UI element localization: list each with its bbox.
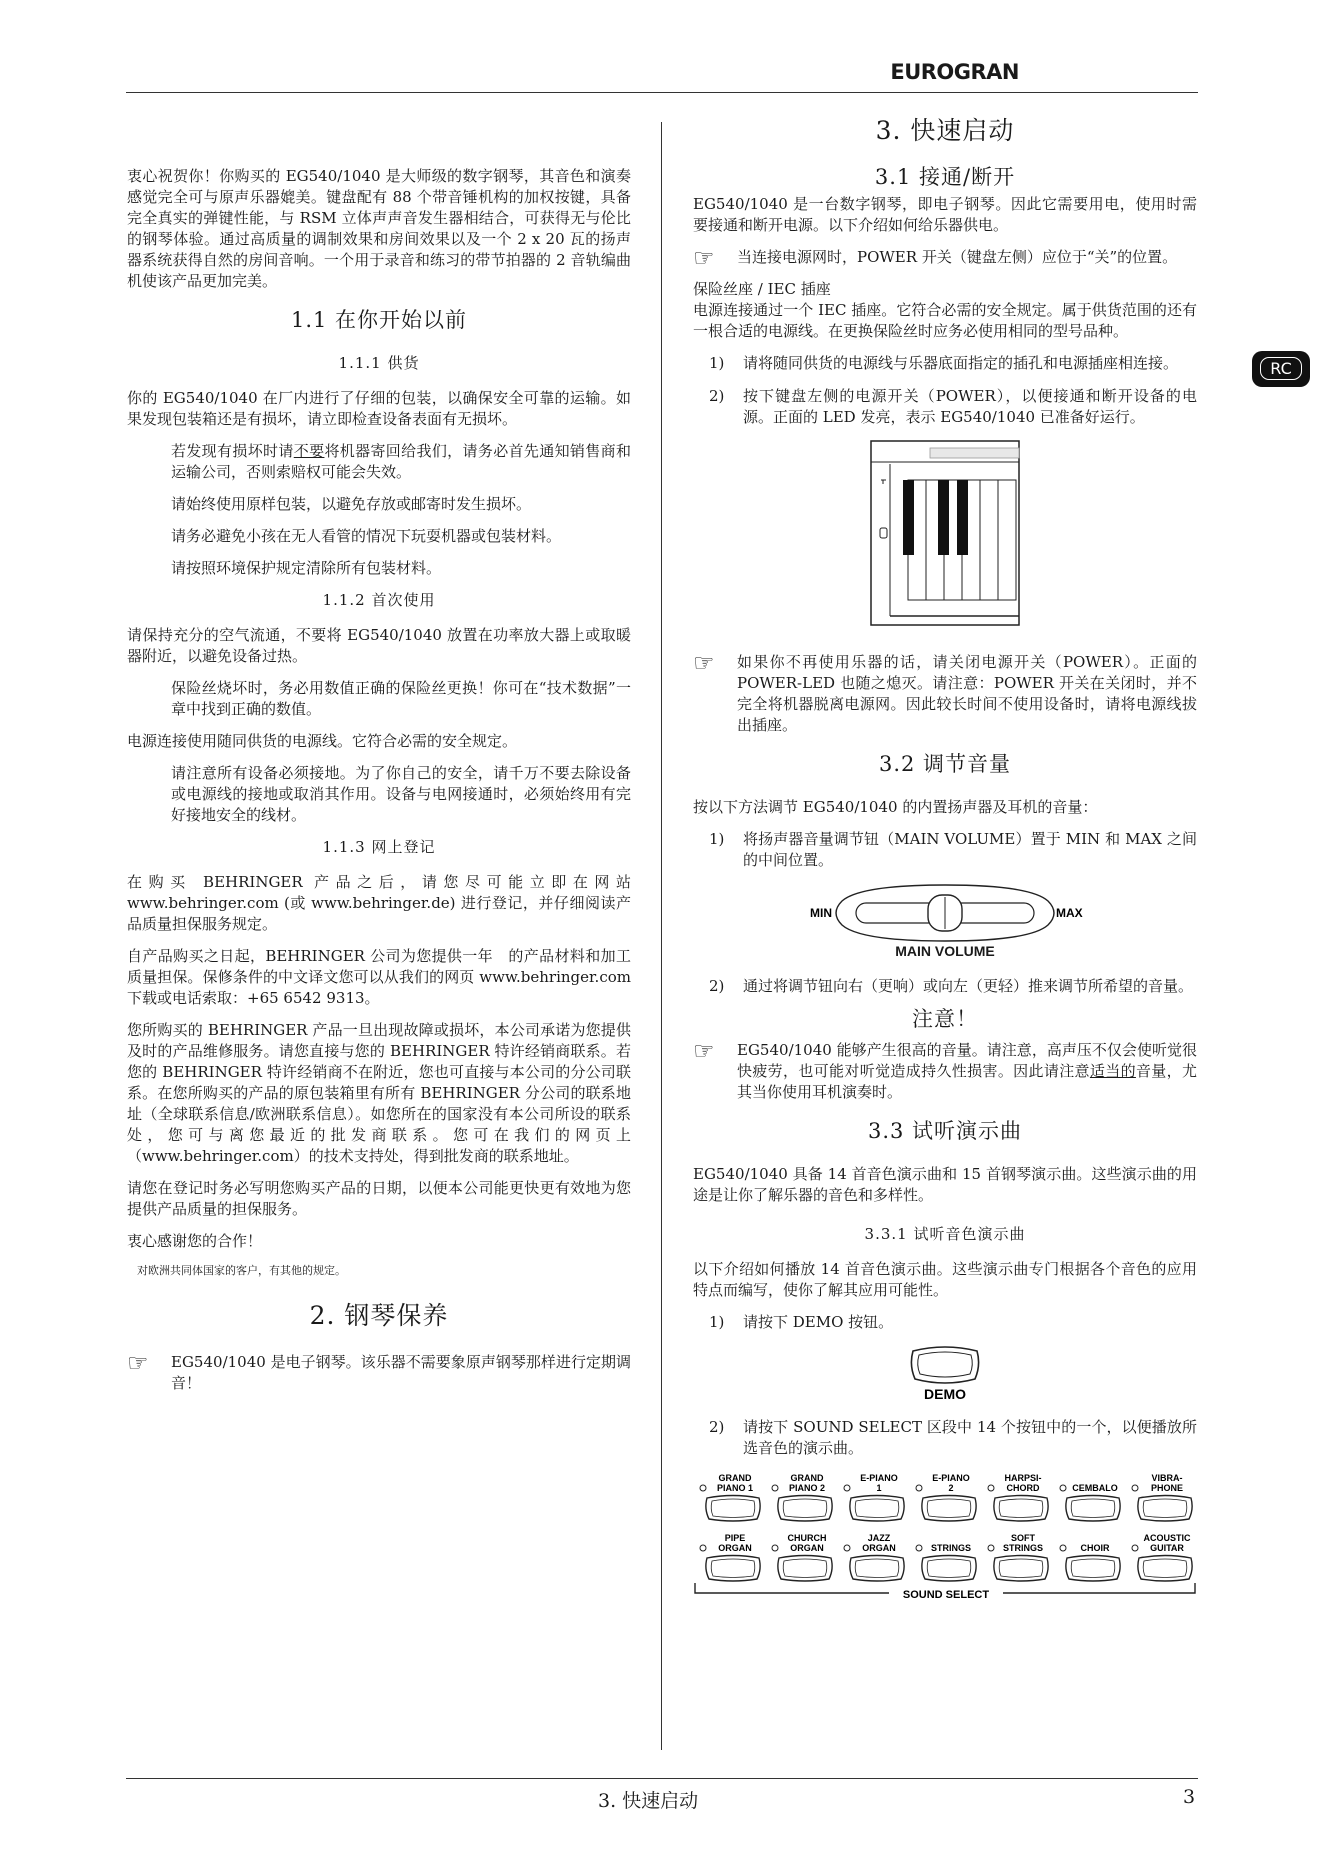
on-off-paragraph: EG540/1040 是一台数字钢琴，即电子钢琴。因此它需要用电，使用时需要接通和断开电源。以下介绍如何给乐器供电。 xyxy=(693,195,1197,234)
registration-paragraph-4: 请您在登记时务必写明您购买产品的日期，以便本公司能更快更有效地为您提供产品质量的担保服务。 xyxy=(127,1179,631,1218)
sound-led xyxy=(916,1485,922,1491)
sound-led xyxy=(844,1545,850,1551)
sound-label-bottom: CEMBALO xyxy=(1072,1483,1118,1493)
first-use-paragraph: 请保持充分的空气流通，不要将 EG540/1040 放置在功率放大器上或取暖器附近，以避免设备过热。 xyxy=(127,626,631,665)
sound-label-bottom: ORGAN xyxy=(718,1543,752,1553)
right-column xyxy=(693,116,1197,1615)
power-paragraph: 电源连接使用随同供货的电源线。它符合必需的安全规定。 xyxy=(127,732,518,750)
sound-label-bottom: CHOIR xyxy=(1080,1543,1110,1553)
sound-label-bottom: STRINGS xyxy=(1002,1543,1044,1553)
intro-paragraph: 衷心祝贺你！你购买的 EG540/1040 是大师级的数字钢琴，其音色和演奏感觉完全可与原声乐器媲美。键盘配有 88 个带音锤机构的加权按键，具备完全真实的弹键性能，与 RSM 立体声声音发生器相结合，可获得无与伦比的钢琴体验。通过高质量的调制效果和房间效果以及一个 2 x 20 瓦的扬声器系统获得自然的房间音响。一个用于录音和练习的带节拍器的 2 音轨编曲机使该产品更加完美。 xyxy=(127,167,631,290)
heading-3-3-1: 3.3.1 试听音色演示曲 xyxy=(864,1225,1026,1243)
supply-warning-3: 请务必避免小孩在无人看管的情况下玩耍机器或包装材料。 xyxy=(171,527,562,545)
registration-paragraph-2: 自产品购买之日起，BEHRINGER 公司为您提供一年 的产品材料和加工质量担保。保修条件的中文译文您可以从我们的网页 www.behringer.com 下载或电话索取：+65 6542 9313。 xyxy=(127,947,631,1007)
heading-1-1-2: 1.1.2 首次使用 xyxy=(322,591,436,609)
fuse-paragraph: 电源连接通过一个 IEC 插座。它符合必需的安全规定。属于供货范围的还有一根合适的电源线。在更换保险丝时应务必使用相同的型号品种。 xyxy=(693,301,1197,340)
heading-3-3: 3.3 试听演示曲 xyxy=(867,1119,1023,1143)
sound-led xyxy=(844,1485,850,1491)
header-rule xyxy=(126,92,1198,93)
heading-1-1-1: 1.1.1 供货 xyxy=(338,354,420,372)
sound-led xyxy=(700,1545,706,1551)
sound-select-bracket-right xyxy=(1003,1583,1195,1593)
sound-select-bracket-left xyxy=(695,1583,889,1593)
brand-logo: EUROGRAN xyxy=(890,60,1019,84)
sound-label-top: HARPSI- xyxy=(1004,1473,1042,1483)
sound-select-figure xyxy=(693,1471,1197,1609)
footer-section-title: 3. 快速启动 xyxy=(598,1790,699,1812)
heading-2: 2. 钢琴保养 xyxy=(309,1301,449,1330)
volume-max-label: MAX xyxy=(1056,906,1083,920)
sound-label-top: E-PIANO xyxy=(860,1473,898,1483)
sound-label-top: CHURCH xyxy=(787,1533,827,1543)
power-step-2: 2) 按下键盘左侧的电源开关（POWER），以便接通和断开设备的电源。正面的 LED 发亮，表示 EG540/1040 已准备好运行。 xyxy=(709,387,1197,426)
volume-step-1: 1) 将扬声器音量调节钮（MAIN VOLUME）置于 MIN 和 MAX 之间的中间位置。 xyxy=(709,830,1197,869)
main-volume-label: MAIN VOLUME xyxy=(895,943,995,959)
sound-led xyxy=(916,1545,922,1551)
demo-step-1: 1) 请按下 DEMO 按钮。 xyxy=(709,1313,894,1331)
on-off-note: ☞ 当连接电源网时，POWER 开关（键盘左侧）应位于“关”的位置。 xyxy=(693,244,1178,272)
fuse-warning: 保险丝烧坏时，务必用数值正确的保险丝更换！你可在“技术数据”一章中找到正确的数值。 xyxy=(171,679,631,718)
supply-warning-1: 若发现有损坏时请不要将机器寄回给我们，请务必首先通知销售商和运输公司，否则索赔权可能会失效。 xyxy=(171,442,631,481)
sound-label-bottom: STRINGS xyxy=(930,1543,972,1553)
pointing-hand-icon: ☞ xyxy=(693,649,715,677)
piano-keyboard-figure xyxy=(870,440,1020,626)
volume-warning-note: ☞ EG540/1040 能够产生很高的音量。请注意，高声压不仅会使听觉很快疲劳，也可能对听觉造成持久性损害。因此请注意适当的音量，尤其当你使用耳机演奏时。 xyxy=(693,1037,1197,1101)
sound-label-top: GRAND xyxy=(790,1473,824,1483)
registration-paragraph-1: 在购买 BEHRINGER 产品之后，请您尽可能立即在网站 www.behringer.com (或 www.behringer.de) 进行登记，并仔细阅读产品质量担保服务规定。 xyxy=(127,873,631,933)
fuse-title: 保险丝座 / IEC 插座 xyxy=(693,280,831,298)
footer-rule xyxy=(126,1778,1198,1779)
sound-label-bottom: PIANO 2 xyxy=(788,1483,826,1493)
supply-warning-4: 请按照环境保护规定清除所有包装材料。 xyxy=(171,559,442,577)
heading-1-1-3: 1.1.3 网上登记 xyxy=(322,838,436,856)
sound-led xyxy=(988,1485,994,1491)
eu-note: 对欧洲共同体国家的客户，有其他的规定。 xyxy=(137,1264,346,1277)
sound-led xyxy=(772,1485,778,1491)
sound-label-bottom: 2 xyxy=(948,1483,954,1493)
sound-led xyxy=(1060,1545,1066,1551)
demo-step-2: 2) 请按下 SOUND SELECT 区段中 14 个按钮中的一个，以便播放所选音色的演示曲。 xyxy=(709,1418,1197,1457)
sound-label-top: VIBRA- xyxy=(1151,1473,1183,1483)
column-divider xyxy=(661,122,662,1750)
sound-led xyxy=(1060,1485,1066,1491)
care-note: ☞ EG540/1040 是电子钢琴。该乐器不需要象原声钢琴那样进行定期调音！ xyxy=(127,1349,631,1392)
sound-label-top: SOFT xyxy=(1011,1533,1035,1543)
sound-label-bottom: ORGAN xyxy=(790,1543,824,1553)
demo-button-label: DEMO xyxy=(924,1386,966,1402)
sound-label-top: E-PIANO xyxy=(932,1473,970,1483)
page-number: 3 xyxy=(1183,1786,1196,1808)
pointing-hand-icon: ☞ xyxy=(127,1349,149,1377)
sound-label-top: ACOUSTIC xyxy=(1143,1533,1191,1543)
sound-label-bottom: GUITAR xyxy=(1150,1543,1184,1553)
demo-intro-paragraph: 以下介绍如何播放 14 首音色演示曲。这些演示曲专门根据各个音色的应用特点而编写，使你了解其应用可能性。 xyxy=(693,1260,1197,1299)
sound-select-label: SOUND SELECT xyxy=(902,1589,990,1601)
sound-led xyxy=(1132,1545,1138,1551)
sound-label-top: GRAND xyxy=(718,1473,752,1483)
heading-3-2: 3.2 调节音量 xyxy=(878,752,1012,776)
sound-label-bottom: CHORD xyxy=(1006,1483,1040,1493)
volume-step-2: 2) 通过将调节钮向右（更响）或向左（更轻）推来调节所希望的音量。 xyxy=(709,977,1194,995)
heading-1-1: 1.1 在你开始以前 xyxy=(290,308,468,332)
sound-label-bottom: PHONE xyxy=(1150,1483,1184,1493)
sound-label-bottom: 1 xyxy=(876,1483,882,1493)
power-step-1: 1) 请将随同供货的电源线与乐器底面指定的插孔和电源插座相连接。 xyxy=(709,354,1179,372)
heading-3-1: 3.1 接通/断开 xyxy=(874,165,1016,189)
demo-paragraph: EG540/1040 具备 14 首音色演示曲和 15 首钢琴演示曲。这些演示曲的用途是让你了解乐器的音色和多样性。 xyxy=(693,1165,1197,1204)
sound-led xyxy=(700,1485,706,1491)
volume-paragraph: 按以下方法调节 EG540/1040 的内置扬声器及耳机的音量： xyxy=(693,798,1098,816)
language-tab: RC xyxy=(1252,351,1310,387)
thanks-line: 衷心感谢您的合作！ xyxy=(127,1232,263,1250)
ground-warning: 请注意所有设备必须接地。为了你自己的安全，请千万不要去除设备或电源线的接地或取消其作用。设备与电网接通时，必须始终用有完好接地安全的线材。 xyxy=(171,764,631,824)
registration-paragraph-3: 您所购买的 BEHRINGER 产品一旦出现故障或损坏，本公司承诺为您提供及时的产品维修服务。请您直接与您的 BEHRINGER 特许经销商联系。若您的 BEHRINGER 特许经销商不在附近，您也可直接与本公司的分公司联系。在您所购买的产品的原包装箱里有所有 BEHRINGER 分公司的联系地址（全球联系信息/欧洲联系信息）。如您所在的国家没有本公司所设的联系处，您可与离您最近的批发商联系。您可在我们的网页上（www.behringer.com）的技术支持处，得到批发商的联系地址。 xyxy=(127,1021,631,1165)
sound-label-top: PIPE xyxy=(724,1533,746,1543)
supply-paragraph: 你的 EG540/1040 在厂内进行了仔细的包装，以确保安全可靠的运输。如果发现包装箱还是有损坏，请立即检查设备表面有无损坏。 xyxy=(127,389,631,428)
main-volume-figure xyxy=(800,883,1090,945)
left-column xyxy=(127,166,631,1404)
power-off-note: ☞ 如果你不再使用乐器的话，请关闭电源开关（POWER）。正面的 POWER-LED 也随之熄灭。请注意：POWER 开关在关闭时，并不完全将机器脱离电源网。因此较长时间不使用设备时，请将电源线拔出插座。 xyxy=(693,649,1197,734)
pointing-hand-icon: ☞ xyxy=(693,244,715,272)
volume-min-label: MIN xyxy=(810,906,832,920)
sound-label-top: JAZZ xyxy=(867,1533,891,1543)
sound-led xyxy=(1132,1485,1138,1491)
heading-3: 3. 快速启动 xyxy=(875,116,1015,145)
sound-label-bottom: PIANO 1 xyxy=(716,1483,754,1493)
sound-led xyxy=(772,1545,778,1551)
sound-label-bottom: ORGAN xyxy=(862,1543,896,1553)
pointing-hand-icon: ☞ xyxy=(693,1037,715,1065)
attention-heading: 注意！ xyxy=(912,1007,978,1031)
sound-led xyxy=(988,1545,994,1551)
supply-warning-2: 请始终使用原样包装，以避免存放或邮寄时发生损坏。 xyxy=(171,495,532,513)
demo-button-figure xyxy=(905,1345,985,1403)
